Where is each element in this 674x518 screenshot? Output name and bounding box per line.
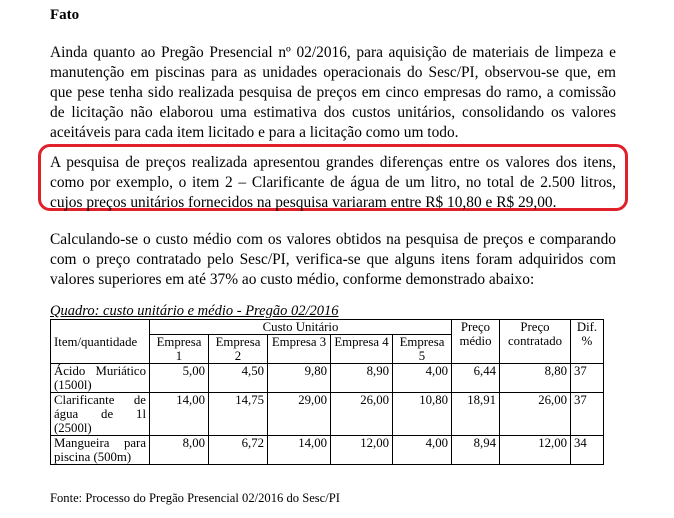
cell-contratado: 8,80 — [500, 364, 571, 393]
cell-medio: 18,91 — [452, 393, 500, 436]
paragraph-line: cujos preços unitários fornecidos na pesquisa variaram entre R$ 10,80 e R$ 29,00. — [50, 194, 557, 211]
cell-value: 26,00 — [331, 393, 393, 436]
cell-value: 5,00 — [150, 364, 209, 393]
cell-contratado: 12,00 — [500, 436, 571, 465]
paragraph-1 — [50, 43, 616, 143]
cell-contratado: 26,00 — [500, 393, 571, 436]
header-empresa: Empresa 2 — [209, 335, 268, 364]
cell-value: 10,80 — [393, 393, 452, 436]
cell-item: Ácido Muriático (1500l) — [51, 364, 150, 393]
cell-value: 8,90 — [331, 364, 393, 393]
paragraph-line: manutenção em piscinas para as unidades operacionais do Sesc/PI, observou-se que, em — [50, 64, 616, 81]
table-row — [51, 393, 604, 436]
cost-table — [50, 319, 604, 465]
cell-dif: 37 — [571, 364, 604, 393]
header-empresa: Empresa 1 — [150, 335, 209, 364]
paragraph-2-highlighted — [50, 153, 616, 213]
table-row — [51, 364, 604, 393]
cell-value: 14,00 — [150, 393, 209, 436]
cell-dif: 34 — [571, 436, 604, 465]
paragraph-line: de licitação não elaborou uma estimativa dos custos unitários, consolidando os valores — [50, 104, 616, 121]
table-header-row — [51, 320, 604, 335]
header-empresa: Empresa 5 — [393, 335, 452, 364]
cell-value: 9,80 — [268, 364, 331, 393]
paragraph-line: valores superiores em até 37% ao custo médio, conforme demonstrado abaixo: — [50, 271, 535, 288]
cell-value: 4,00 — [393, 364, 452, 393]
section-heading: Fato — [50, 7, 80, 23]
cell-value: 14,00 — [268, 436, 331, 465]
cell-item: Clarificante de água de 1l (2500l) — [51, 393, 150, 436]
header-item: Item/quantidade — [51, 320, 150, 364]
cell-value: 4,00 — [393, 436, 452, 465]
header-custo-unitario: Custo Unitário — [150, 320, 452, 335]
cell-dif: 37 — [571, 393, 604, 436]
header-dif: Dif. % — [571, 320, 604, 364]
cell-value: 12,00 — [331, 436, 393, 465]
header-preco-contratado: Preço contratado — [500, 320, 571, 364]
table-source: Fonte: Processo do Pregão Presencial 02/2016 do Sesc/PI — [50, 491, 340, 505]
paragraph-line: aceitáveis para cada item licitado e para a licitação como um todo. — [50, 124, 459, 141]
header-empresa: Empresa 4 — [331, 335, 393, 364]
paragraph-line: que pese tenha sido realizada pesquisa de preços em cinco empresas do ramo, a comissão — [50, 84, 616, 101]
table-caption: Quadro: custo unitário e médio - Pregão 02/2016 — [50, 303, 339, 319]
paragraph-line: A pesquisa de preços realizada apresentou grandes diferenças entre os valores dos itens, — [50, 154, 616, 171]
cell-medio: 8,94 — [452, 436, 500, 465]
cell-medio: 6,44 — [452, 364, 500, 393]
cell-value: 6,72 — [209, 436, 268, 465]
header-empresa: Empresa 3 — [268, 335, 331, 364]
paragraph-line: como por exemplo, o item 2 – Clarificante de água de um litro, no total de 2.500 litros, — [50, 174, 616, 191]
paragraph-line: Ainda quanto ao Pregão Presencial nº 02/2016, para aquisição de materiais de limpeza e — [50, 44, 616, 61]
cell-value: 14,75 — [209, 393, 268, 436]
cell-value: 4,50 — [209, 364, 268, 393]
table-row — [51, 436, 604, 465]
header-preco-medio: Preço médio — [452, 320, 500, 364]
cell-item: Mangueira para piscina (500m) — [51, 436, 150, 465]
paragraph-line: com o preço contratado pelo Sesc/PI, verifica-se que alguns itens foram adquiridos com — [50, 251, 616, 268]
paragraph-3 — [50, 230, 616, 290]
cell-value: 29,00 — [268, 393, 331, 436]
cell-value: 8,00 — [150, 436, 209, 465]
paragraph-line: Calculando-se o custo médio com os valores obtidos na pesquisa de preços e comparando — [50, 231, 616, 248]
